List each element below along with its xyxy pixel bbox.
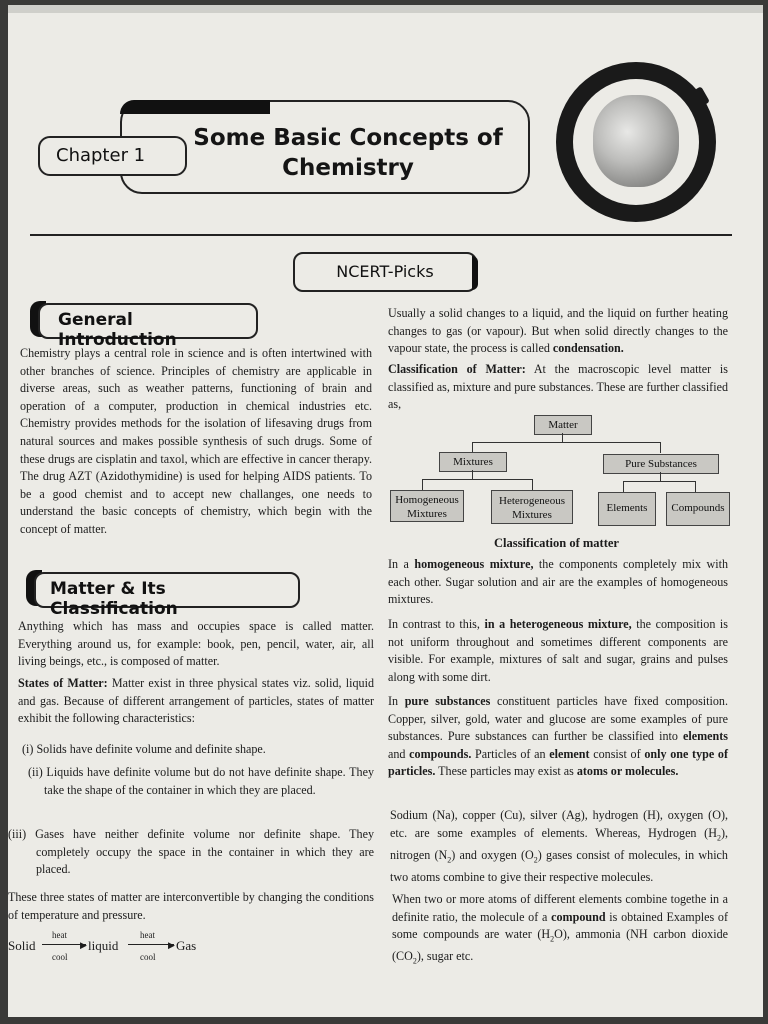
state-item-2: (ii) Liquids have definite volume but do not have definite shape. They take the shape of the container in which they are placed. (28, 765, 374, 797)
compound-text (392, 891, 728, 970)
subscript: 2 (716, 833, 721, 842)
states-of-matter-body: Matter exist in three physical states viz. solid, liquid and gas. Because of different arrangement of particles, states of matter exhibit the following characteristics: (18, 676, 374, 726)
diagram-node-pure-substances: Pure Substances (603, 454, 719, 474)
matter-heading: Matter & Its Classification (50, 579, 178, 619)
pure-substances-term: pure substances (404, 694, 491, 708)
diagram-node-elements: Elements (598, 492, 656, 526)
atoms-molecules-term: atoms or molecules. (576, 764, 679, 779)
diagram-heterogeneous-line2: Mixtures (512, 509, 552, 521)
compound-term: compound (551, 909, 606, 924)
ncert-badge-shadow (472, 256, 478, 290)
state-item-1: (i) Solids have definite volume and definite shape. (22, 742, 266, 756)
text-run: ), nitrogen (N (390, 825, 728, 862)
subscript: 2 (550, 934, 555, 944)
title-frame-accent (120, 100, 270, 114)
text-run: consist of (589, 746, 645, 761)
text-run: is obtained Examples of some compounds are water (H (392, 909, 728, 942)
text-run: carbon dioxide (CO (392, 927, 728, 964)
text-run: the composition is not uniform throughout and sometimes different components are visible. For example, mixtures of salt and sugar, grains and pulses along with some dirt. (388, 617, 728, 684)
eq-arrowhead-1: ▶ (80, 940, 87, 950)
interconvertible-text: These three states of matter are interconvertible by changing the conditions of temperature and pressure. (8, 890, 374, 922)
diagram-homogeneous-line2: Mixtures (407, 508, 447, 520)
homogeneous-text (388, 556, 728, 609)
elements-examples-text (390, 807, 728, 886)
diagram-homogeneous-line1: Homogeneous (395, 494, 459, 506)
text-run: Particles of an (471, 746, 550, 761)
pure-substances-text (388, 693, 728, 781)
subscript: 2 (412, 956, 417, 966)
textbook-page (8, 5, 763, 1017)
diagram-node-matter: Matter (534, 415, 592, 435)
classification-label: Classification of Matter: (388, 362, 526, 376)
diagram-connector (422, 479, 532, 480)
eq-liquid: liquid (88, 938, 119, 953)
heterogeneous-text (388, 616, 728, 686)
eq-heat-label-1: heat (52, 930, 67, 940)
chapter-title-line2: Chemistry (282, 155, 414, 181)
ncert-picks-badge (293, 252, 477, 292)
eq-cool-label-1: cool (52, 952, 68, 962)
classification-text (388, 361, 728, 414)
diagram-connector (562, 433, 563, 442)
condensation-text (388, 305, 728, 358)
eq-heat-label-2: heat (140, 930, 155, 940)
condensation-body: Usually a solid changes to a liquid, and the liquid on further heating changes to gas (or vapour). But when solid directly changes to the vapour state, the process is called (388, 306, 728, 356)
compounds-term: compounds. (409, 746, 472, 761)
page-top-band (8, 5, 763, 13)
text-run: O), ammonia (NH (554, 927, 648, 942)
ncert-picks-label: NCERT-Picks (336, 262, 434, 281)
diagram-connector (623, 481, 695, 482)
diagram-caption: Classification of matter (494, 536, 619, 550)
diagram-connector (532, 479, 533, 490)
homogeneous-term: homogeneous mixture, (414, 557, 534, 571)
diagram-node-compounds: Compounds (666, 492, 730, 526)
state-item-3: (iii) Gases have neither definite volume nor definite shape. They completely occupy the space in the container in which they are placed. (8, 827, 374, 877)
diagram-connector (623, 481, 624, 492)
header-divider (30, 234, 732, 236)
eq-arrowhead-2: ▶ (168, 940, 175, 950)
diagram-connector (472, 442, 660, 443)
elements-term: elements (683, 729, 728, 744)
atom-cluster-image (593, 95, 679, 187)
text-run: ), sugar etc. (416, 949, 474, 964)
condensation-term: condensation. (552, 341, 624, 356)
text-run: and (388, 746, 410, 761)
diagram-node-mixtures: Mixtures (439, 452, 507, 472)
text-run: constituent particles have fixed composition. Copper, silver, gold, water and glucose are some examples of pure substances. Pure substances can further be classified into (388, 694, 728, 744)
text-run: In (388, 694, 405, 708)
diagram-connector (660, 442, 661, 453)
text-run: ) and oxygen (O (451, 847, 534, 862)
states-of-matter-label: States of Matter: (18, 676, 108, 690)
subscript: 2 (447, 855, 452, 864)
text-run: In a (388, 557, 415, 571)
eq-solid: Solid (8, 938, 36, 953)
general-intro-text: Chemistry plays a central role in science and is often intertwined with other branches of science. Principles of chemistry are applicable in diverse areas, such as weather patterns, functioning of brain and operation of a computer, production in chemical industries etc. Chemistry provides methods for the isolation of lifesaving drugs from natural sources and makes possible synthesis of such drugs. Some of these drugs are cisplatin and taxol, which are effective in cancer therapy. The drug AZT (Azidothymidine) is used for helping AIDS patients. To be a good chemist and to accept new challanges, one needs to understand the basic concepts of chemistry, which begin with the concept of matter. (20, 346, 372, 536)
chapter-title-line1: Some Basic Concepts of (193, 125, 503, 151)
eq-gas: Gas (176, 938, 197, 953)
matter-heading-box (34, 572, 300, 619)
text-run: ) gases consist of molecules, in which two atoms combine to give their respective molecules. (390, 847, 728, 884)
element-term: element (549, 746, 590, 761)
text-run: the components completely mix with each other. Sugar solution and air are the examples of homogeneous mixtures. (388, 557, 728, 607)
chapter-title (178, 123, 518, 183)
general-intro-heading-box (38, 303, 258, 350)
classification-body: At the macroscopic level matter is classified as, mixture and pure substances. These are further classified as, (388, 362, 728, 412)
chapter-label: Chapter 1 (56, 145, 146, 166)
general-intro-heading: General Introduction (58, 310, 177, 350)
diagram-node-homogeneous (390, 490, 464, 522)
one-particle-term: only one type of particles. (388, 746, 728, 779)
diagram-connector (472, 470, 473, 479)
text-run: These particles may exist as (435, 764, 577, 779)
diagram-connector (695, 481, 696, 492)
eq-cool-label-2: cool (140, 952, 156, 962)
matter-definition: Anything which has mass and occupies space is called matter. Everything around us, for example: book, pen, pencil, water, air, all living beings, etc., is composed of matter. (18, 619, 374, 669)
diagram-connector (660, 472, 661, 481)
diagram-node-heterogeneous (491, 490, 573, 524)
heterogeneous-term: in a heterogeneous mixture, (484, 617, 632, 631)
diagram-connector (422, 479, 423, 490)
text-run: When two or more atoms of different elements combine togethe in a definite ratio, the molecule of a (392, 892, 728, 924)
text-run: Sodium (Na), copper (Cu), silver (Ag), hydrogen (H), oxygen (O), etc. are some examples of elements. Whereas, Hydrogen (H (390, 808, 728, 840)
diagram-heterogeneous-line1: Heterogeneous (499, 495, 565, 507)
subscript: 2 (533, 855, 538, 864)
chapter-badge (38, 136, 187, 176)
text-run: In contrast to this, (388, 617, 485, 631)
states-of-matter-text (18, 675, 374, 728)
